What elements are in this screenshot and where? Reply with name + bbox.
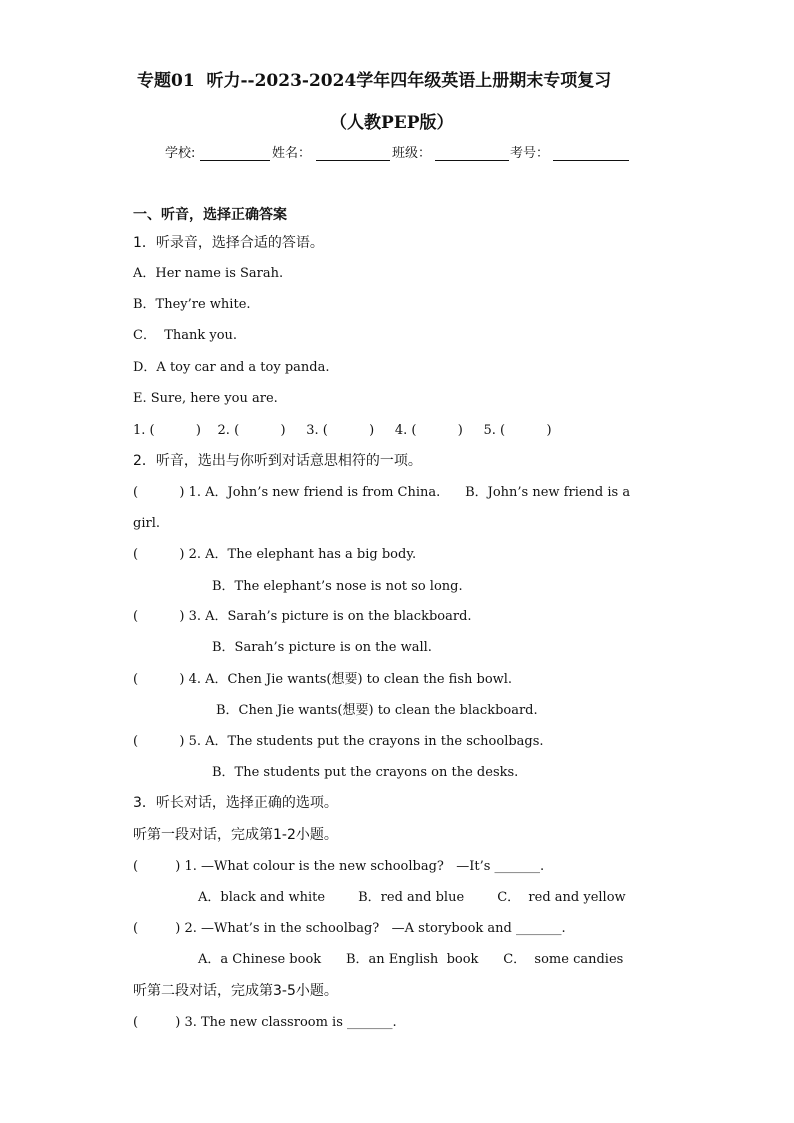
class-field[interactable] (435, 160, 509, 161)
q1-answer-line[interactable]: 1. ( ) 2. ( ) 3. ( ) 4. ( ) 5. ( ) (133, 423, 552, 438)
class-label: 班级： (392, 146, 432, 161)
q1-instruction: 1．听录音，选择合适的答语。 (133, 235, 324, 251)
q2-item-3-b: B．Sarah’s picture is on the wall. (212, 640, 432, 655)
q3-item-1[interactable]: ( ) 1. —What colour is the new schoolbag? —It’s _______. (133, 859, 545, 874)
name-field[interactable] (316, 160, 390, 161)
name-label: 姓名： (272, 146, 312, 161)
number-field[interactable] (553, 160, 629, 161)
q3-item-2[interactable]: ( ) 2. —What’s in the schoolbag? —A storybook and _______. (133, 921, 566, 936)
q2-item-4-b: B．Chen Jie wants(想要) to clean the blackboard. (216, 703, 538, 718)
q3-instruction: 3．听长对话，选择正确的选项。 (133, 795, 338, 811)
q2-item-1[interactable]: ( ) 1. A．John’s new friend is from China. B．John’s new friend is a (133, 485, 631, 500)
q2-item-5[interactable]: ( ) 5. A．The students put the crayons in the schoolbags. (133, 734, 544, 749)
q2-item-1-cont: girl. (133, 516, 160, 531)
school-field[interactable] (200, 160, 270, 161)
q3-item-3[interactable]: ( ) 3. The new classroom is _______. (133, 1015, 397, 1030)
q1-option: D．A toy car and a toy panda. (133, 360, 330, 375)
q1-option: E. Sure, here you are. (133, 391, 278, 406)
q3-part2-heading: 听第二段对话，完成第3-5小题。 (133, 983, 338, 999)
section-heading: 一、听音，选择正确答案 (133, 207, 287, 223)
q1-option: A．Her name is Sarah. (133, 266, 284, 281)
q1-option: C． Thank you. (133, 328, 238, 343)
school-label: 学校: (165, 146, 196, 161)
page-title: 专题01 听力--2023-2024学年四年级英语上册期末专项复习 (137, 71, 612, 91)
q3-part1-heading: 听第一段对话，完成第1-2小题。 (133, 827, 338, 843)
q2-item-2-b: B．The elephant’s nose is not so long. (212, 579, 463, 594)
number-label: 考号： (510, 146, 550, 161)
q2-item-5-b: B．The students put the crayons on the desks. (212, 765, 519, 780)
page-subtitle: （人教PEP版） (330, 113, 454, 133)
q2-item-4[interactable]: ( ) 4. A．Chen Jie wants(想要) to clean the fish bowl. (133, 672, 513, 687)
q2-item-3[interactable]: ( ) 3. A．Sarah’s picture is on the blackboard. (133, 609, 472, 624)
q2-item-2[interactable]: ( ) 2. A．The elephant has a big body. (133, 547, 417, 562)
q3-item-2-options: A．a Chinese book B．an English book C． some candies (198, 952, 624, 967)
q3-item-1-options: A．black and white B．red and blue C． red and yellow (198, 890, 626, 905)
q1-option: B．They’re white. (133, 297, 251, 312)
q2-instruction: 2．听音，选出与你听到对话意思相符的一项。 (133, 453, 422, 469)
